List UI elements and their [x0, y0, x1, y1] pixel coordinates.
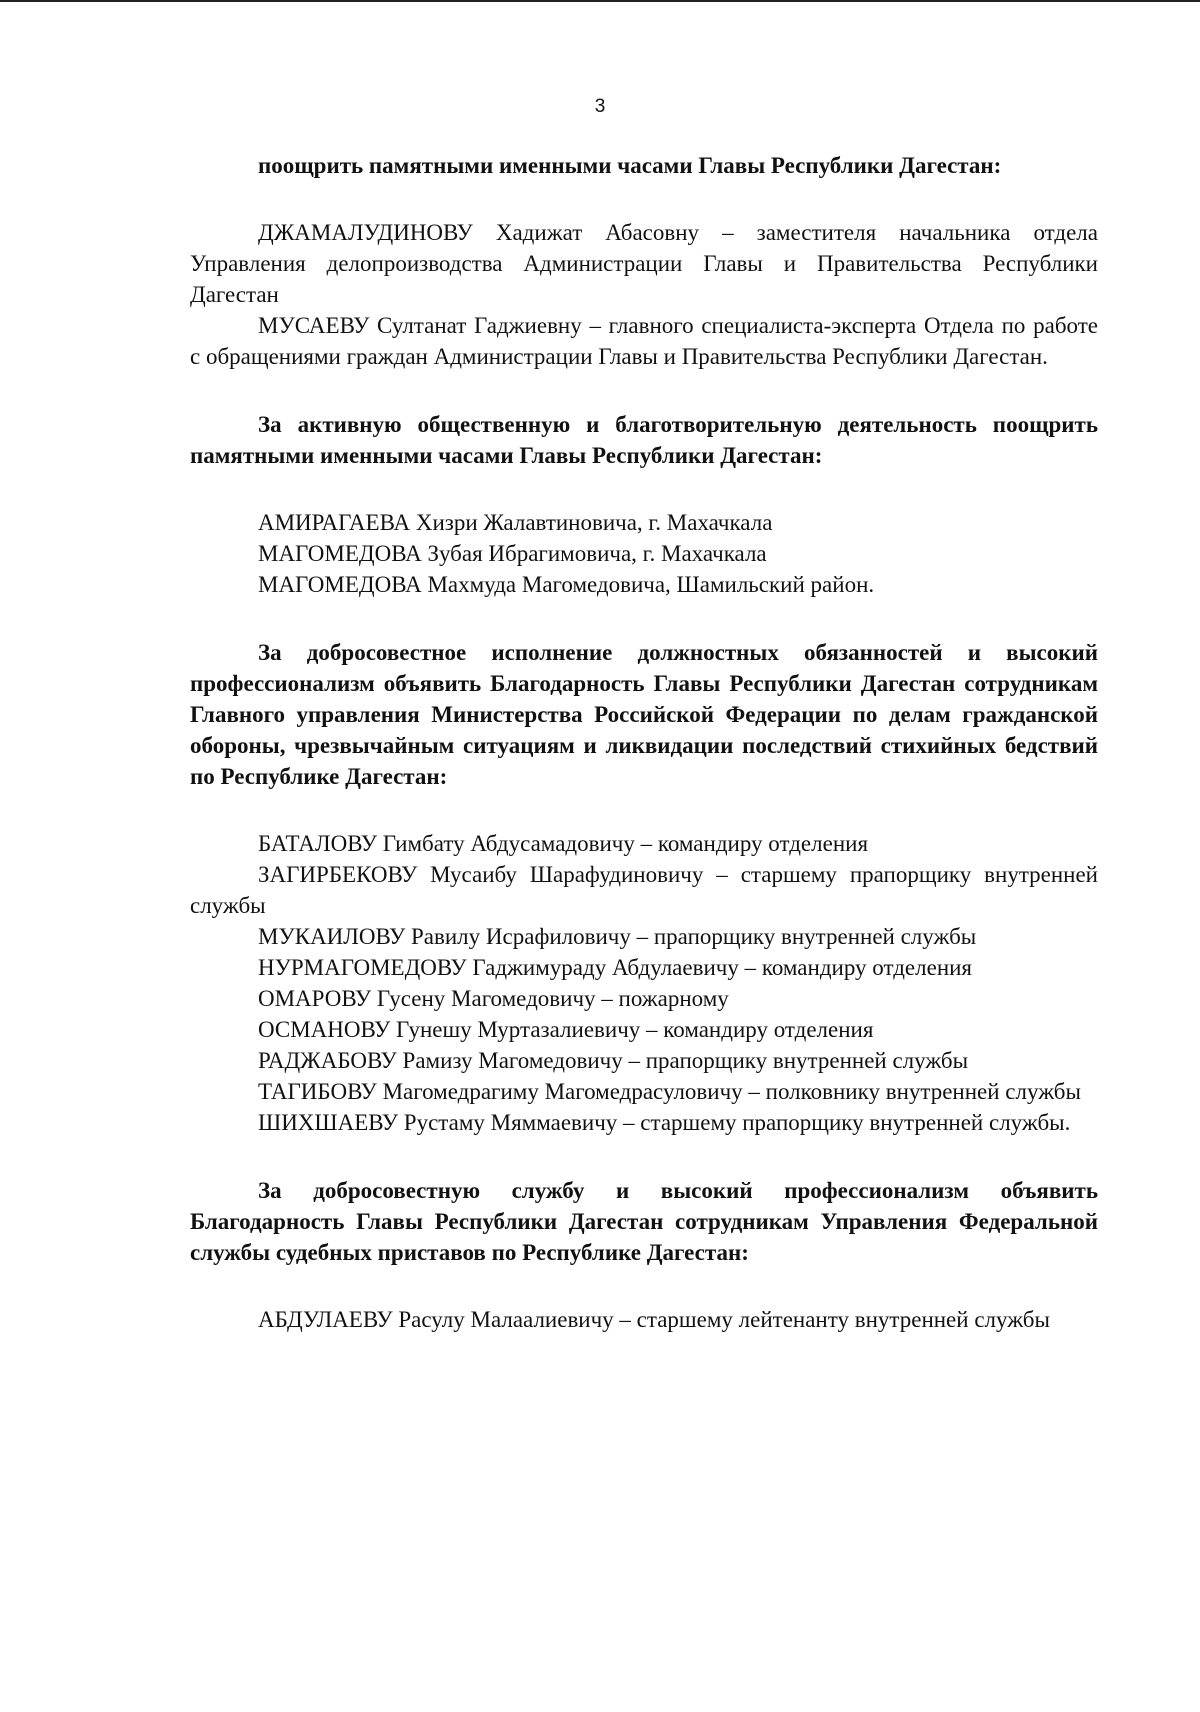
scan-edge-line — [0, 0, 1200, 2]
section-heading: поощрить памятными именными часами Главы Республики Дагестан: — [258, 153, 1002, 178]
list-item: ОМАРОВУ Гусену Магомедовичу – пожарному — [258, 986, 729, 1011]
list-item: ШИХШАЕВУ Рустаму Мяммаевичу – старшему прапорщику внутренней службы. — [258, 1110, 1071, 1135]
section-1 — [190, 150, 1098, 372]
section-list — [190, 507, 1098, 600]
list-item: ЗАГИРБЕКОВУ Мусаибу Шарафудиновичу – старшему прапорщику внутренней службы — [190, 862, 1098, 918]
section-heading: За добросовестную службу и высокий профессионализм объявить Благодарность Главы Республики Дагестан сотрудникам Управления Федеральной службы судебных приставов по Республике Дагестан: — [190, 1178, 1098, 1265]
section-list — [190, 1304, 1098, 1335]
section-list — [190, 828, 1098, 1138]
list-item: ТАГИБОВУ Магомедрагиму Магомедрасуловичу – полковнику внутренней службы — [258, 1079, 1081, 1104]
list-item: НУРМАГОМЕДОВУ Гаджимураду Абдулаевичу – командиру отделения — [258, 955, 973, 980]
list-item: АМИРАГАЕВА Хизри Жалавтиновича, г. Махачкала — [258, 510, 773, 535]
section-2 — [190, 409, 1098, 600]
section-heading: За добросовестное исполнение должностных обязанностей и высокий профессионализм объявить Благодарность Главы Республики Дагестан сотрудникам Главного управления Министерства Российской Федерации по делам гражданской обороны, чрезвычайным ситуациям и ликвидации последствий стихийных бедствий по Республике Дагестан: — [190, 640, 1098, 789]
list-item: МАГОМЕДОВА Зубая Ибрагимовича, г. Махачкала — [258, 541, 767, 566]
section-3 — [190, 637, 1098, 1138]
list-item: МАГОМЕДОВА Махмуда Магомедовича, Шамильский район. — [258, 572, 875, 597]
section-4 — [190, 1175, 1098, 1335]
list-item: ДЖАМАЛУДИНОВУ Хадижат Абасовну – заместителя начальника отдела Управления делопроизводства Администрации Главы и Правительства Республики Дагестан — [190, 220, 1098, 307]
page-number: 3 — [594, 96, 606, 117]
list-item: МУКАИЛОВУ Равилу Исрафиловичу – прапорщику внутренней службы — [258, 924, 977, 949]
list-item: РАДЖАБОВУ Рамизу Магомедовичу – прапорщику внутренней службы — [258, 1048, 969, 1073]
list-item: БАТАЛОВУ Гимбату Абдусамадовичу – командиру отделения — [258, 831, 869, 856]
section-heading: За активную общественную и благотворительную деятельность поощрить памятными именными часами Главы Республики Дагестан: — [190, 412, 1098, 468]
section-list — [190, 217, 1098, 372]
list-item: МУСАЕВУ Султанат Гаджиевну – главного специалиста-эксперта Отдела по работе с обращениями граждан Администрации Главы и Правительства Республики Дагестан. — [190, 313, 1098, 369]
list-item: АБДУЛАЕВУ Расулу Малаалиевичу – старшему лейтенанту внутренней службы — [258, 1307, 1050, 1332]
document-body — [190, 150, 1098, 1372]
list-item: ОСМАНОВУ Гунешу Муртазалиевичу – командиру отделения — [258, 1017, 874, 1042]
